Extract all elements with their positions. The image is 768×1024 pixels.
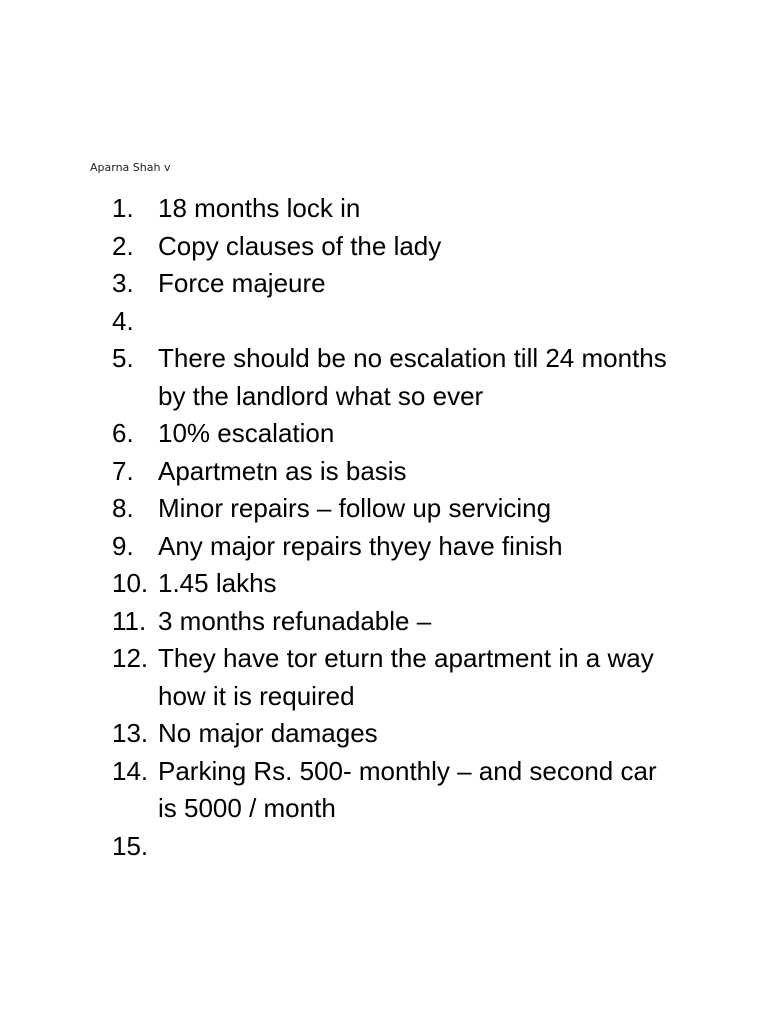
list-item <box>112 528 672 566</box>
list-item-text: Minor repairs – follow up servicing <box>158 493 552 523</box>
list-item <box>112 228 672 266</box>
list-item <box>112 265 672 303</box>
list-item <box>112 340 672 415</box>
list-item <box>112 490 672 528</box>
list-item-number: 10. <box>112 568 149 598</box>
list-item-number: 2. <box>112 230 134 261</box>
list-item-text: 10% escalation <box>158 418 335 448</box>
list-item-number: 13. <box>112 718 149 748</box>
list-item-number: 12. <box>112 643 149 673</box>
list-item <box>112 715 672 753</box>
list-item <box>112 453 672 491</box>
list-item-text: Apartmetn as is basis <box>158 455 407 486</box>
list-item-text: Copy clauses of the lady <box>158 230 442 261</box>
list-item-number: 1. <box>112 193 134 223</box>
list-item <box>112 415 672 453</box>
numbered-list <box>112 190 672 865</box>
list-item-text: Force majeure <box>158 268 326 298</box>
list-item <box>112 603 672 641</box>
list-item <box>112 303 672 341</box>
list-item <box>112 190 672 228</box>
list-item-text: 3 months refunadable – <box>158 605 432 636</box>
list-item-text: No major damages <box>158 718 378 748</box>
list-item <box>112 753 672 828</box>
list-item-number: 5. <box>112 343 134 373</box>
list-item-text: Parking Rs. 500- monthly – and second car is 5000 / month <box>158 755 657 823</box>
list-item-text: 1.45 lakhs <box>158 568 277 598</box>
list-item-number: 7. <box>112 455 134 486</box>
list-item-number: 11. <box>112 605 147 636</box>
list-item-number: 3. <box>112 268 134 298</box>
list-item-number: 14. <box>112 755 149 786</box>
list-item-text: Any major repairs thyey have finish <box>158 530 563 561</box>
list-item-number: 6. <box>112 418 134 448</box>
document-header: Aparna Shah v <box>90 161 171 174</box>
list-item-number: 15. <box>112 830 149 861</box>
list-item-text: There should be no escalation till 24 months by the landlord what so ever <box>158 343 667 411</box>
list-item-number: 8. <box>112 493 134 523</box>
list-item-text: They have tor eturn the apartment in a way how it is required <box>158 643 654 711</box>
list-item-number: 9. <box>112 530 134 561</box>
list-item <box>112 640 672 715</box>
list-item-number: 4. <box>112 305 134 336</box>
list-item <box>112 565 672 603</box>
list-item <box>112 828 672 866</box>
list-item-text: 18 months lock in <box>158 193 361 223</box>
